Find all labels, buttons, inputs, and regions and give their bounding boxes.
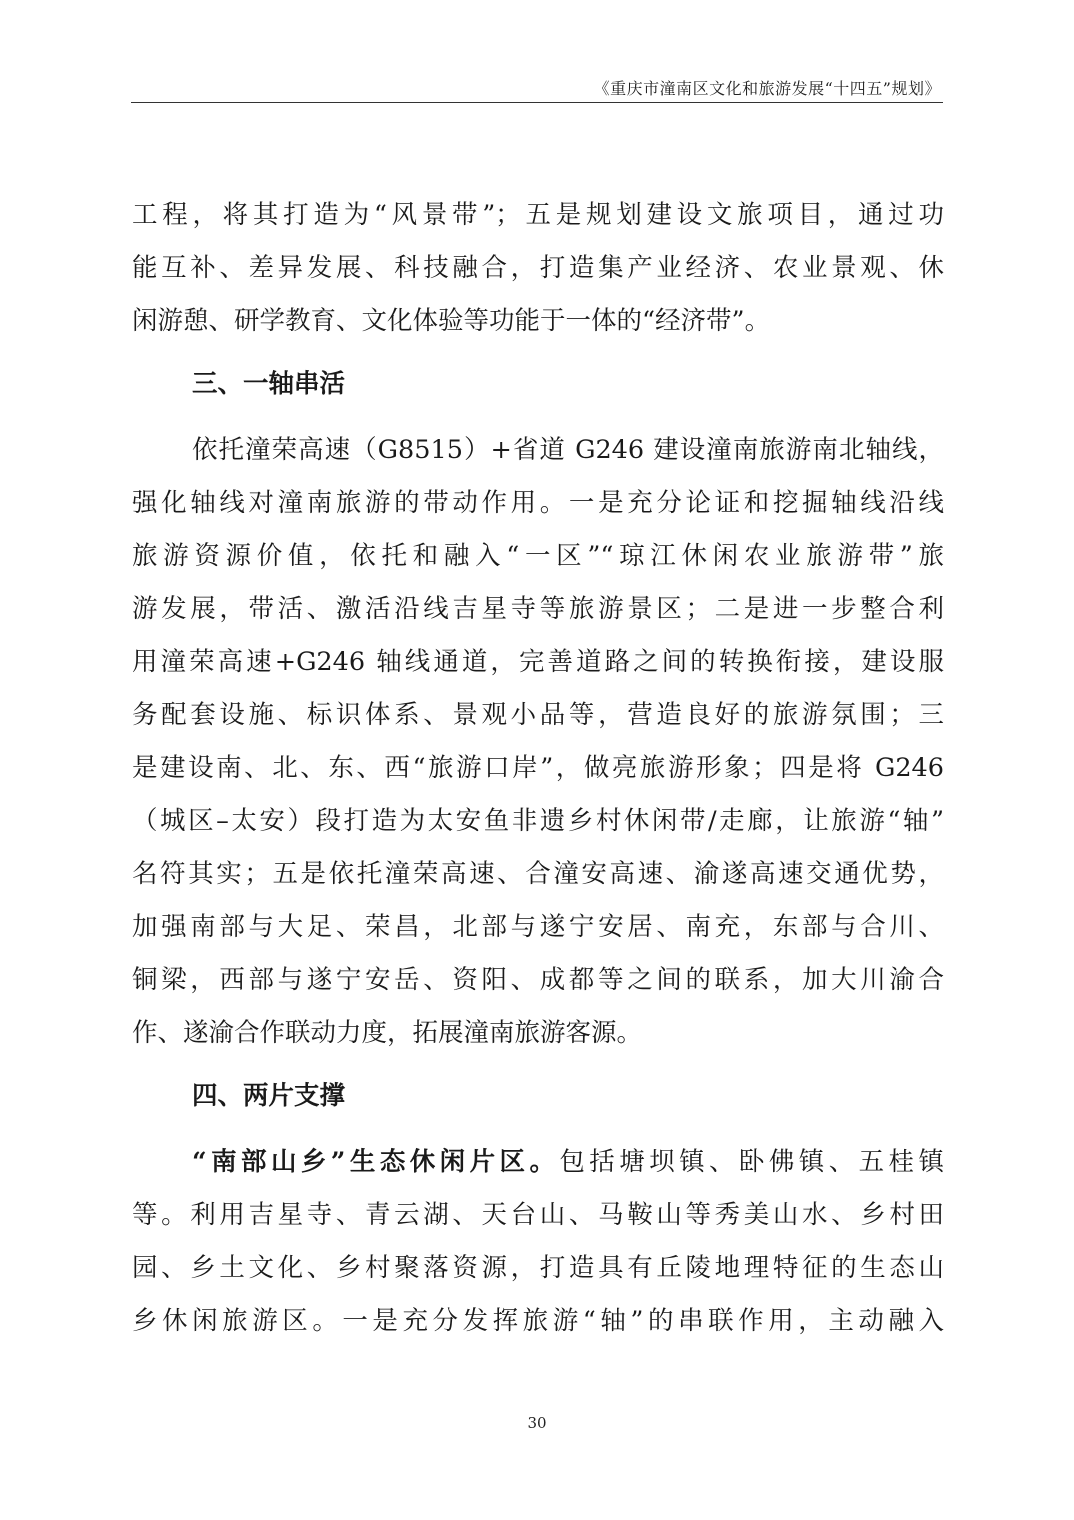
paragraph-line: （城区–太安）段打造为太安鱼非遗乡村休闲带/走廊，让旅游“轴”	[132, 806, 944, 836]
paragraph-line: 依托潼荣高速（G8515）+省道 G246 建设潼南旅游南北轴线，	[192, 435, 944, 465]
running-header: 《重庆市潼南区文化和旅游发展“十四五”规划》	[593, 79, 941, 98]
paragraph-line: 名符其实；五是依托潼荣高速、合潼安高速、渝遂高速交通优势，	[132, 859, 944, 889]
paragraph-line: 作、遂渝合作联动力度，拓展潼南旅游客源。	[132, 1018, 643, 1048]
paragraph-line: 闲游憩、研学教育、文化体验等功能于一体的“经济带”。	[132, 306, 771, 336]
page-body	[132, 189, 944, 1348]
paragraph-line: 务配套设施、标识体系、景观小品等，营造良好的旅游氛围；三	[132, 700, 944, 730]
subsection-title: “南部山乡”生态休闲片区。	[192, 1147, 560, 1177]
paragraph-line: 用潼荣高速+G246 轴线通道，完善道路之间的转换衔接，建设服	[132, 647, 944, 677]
paragraph-line: 乡休闲旅游区。一是充分发挥旅游“轴”的串联作用，主动融入	[132, 1306, 944, 1336]
section-heading-3: 三、一轴串活	[192, 369, 346, 399]
header-rule	[131, 102, 943, 103]
paragraph-line: 是建设南、北、东、西“旅游口岸”，做亮旅游形象；四是将 G246	[132, 753, 944, 783]
paragraph-line: 旅游资源价值，依托和融入“一区”“琼江休闲农业旅游带”旅	[132, 541, 944, 571]
paragraph-line: 等。利用吉星寺、青云湖、天台山、马鞍山等秀美山水、乡村田	[132, 1200, 944, 1230]
paragraph-line: 园、乡土文化、乡村聚落资源，打造具有丘陵地理特征的生态山	[132, 1253, 944, 1283]
paragraph-line: 工程，将其打造为“风景带”；五是规划建设文旅项目，通过功	[132, 200, 944, 230]
paragraph-line: 能互补、差异发展、科技融合，打造集产业经济、农业景观、休	[132, 253, 944, 283]
paragraph-line: 游发展，带活、激活沿线吉星寺等旅游景区；二是进一步整合利	[132, 594, 944, 624]
paragraph-lead-line	[132, 1136, 944, 1189]
paragraph-line: 加强南部与大足、荣昌，北部与遂宁安居、南充，东部与合川、	[132, 912, 944, 942]
paragraph-line: 强化轴线对潼南旅游的带动作用。一是充分论证和挖掘轴线沿线	[132, 488, 944, 518]
section-heading-4: 四、两片支撑	[192, 1081, 346, 1111]
paragraph-line: 铜梁，西部与遂宁安岳、资阳、成都等之间的联系，加大川渝合	[132, 965, 944, 995]
paragraph-text: 包括塘坝镇、卧佛镇、五桂镇	[559, 1147, 944, 1177]
page-number: 30	[527, 1414, 547, 1432]
